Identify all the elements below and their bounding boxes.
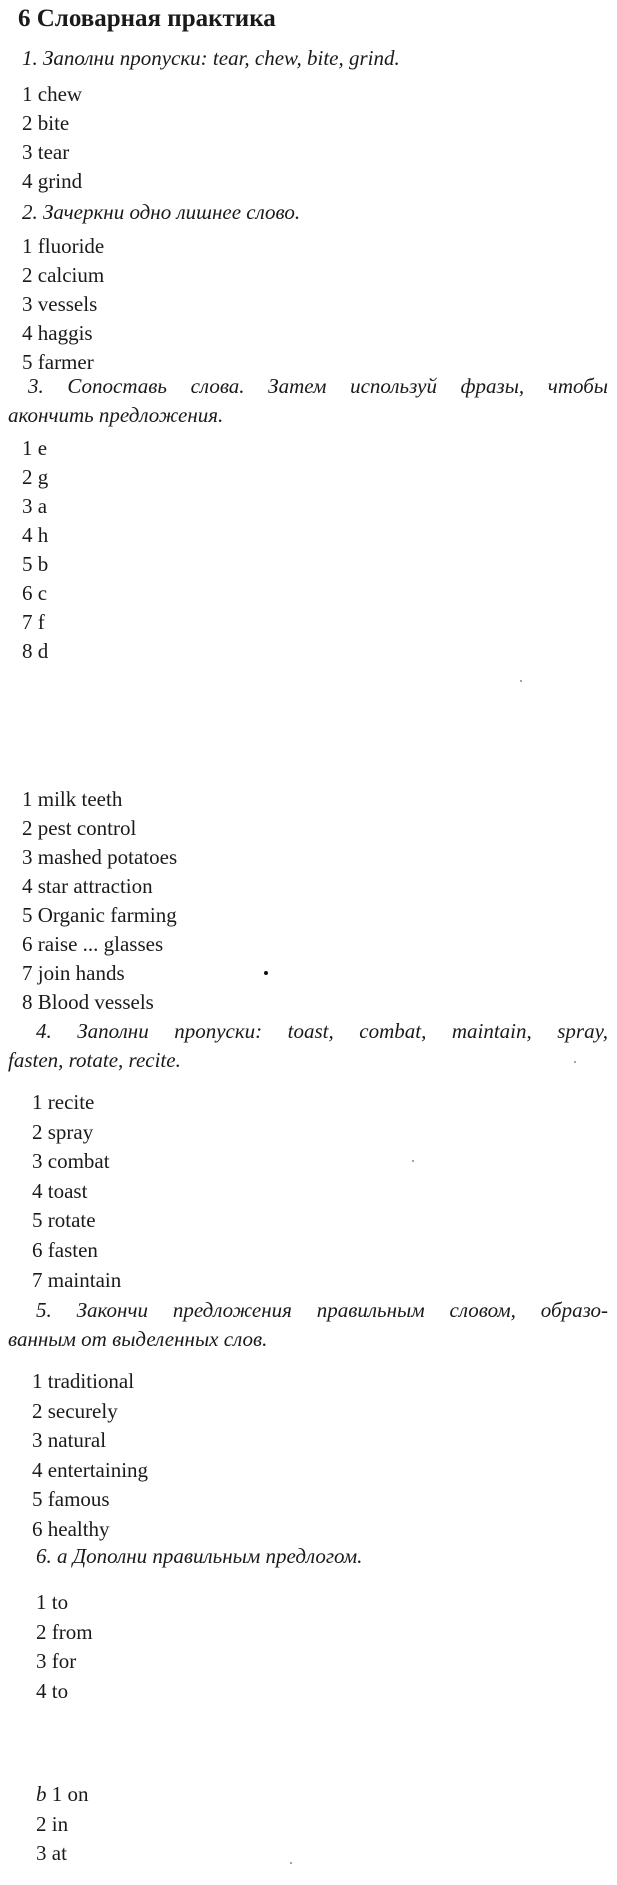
answer-item: 3 for bbox=[36, 1649, 77, 1674]
match-item: 1 e bbox=[22, 436, 48, 460]
match-item: 6 c bbox=[22, 581, 48, 605]
exercise-3-phrases bbox=[22, 785, 177, 1017]
part-b-marker: b bbox=[36, 1782, 47, 1806]
answer-item: 3 tear bbox=[22, 140, 70, 164]
phrase-item: 6 raise ... glasses bbox=[22, 932, 164, 956]
answer-item: 2 from bbox=[36, 1619, 93, 1644]
answer-item: 2 in bbox=[36, 1811, 69, 1836]
exercise-6-part-b-answers bbox=[36, 1780, 89, 1869]
answer-item: 5 farmer bbox=[22, 350, 94, 374]
answer-item: 1 to bbox=[36, 1590, 69, 1614]
instruction-line: акончить предложения. bbox=[8, 403, 224, 427]
answer-item: 2 spray bbox=[32, 1119, 94, 1144]
exercise-4-instruction bbox=[8, 1017, 608, 1075]
answer-item: 4 haggis bbox=[22, 321, 93, 345]
scan-speck bbox=[574, 1061, 576, 1063]
answer-item: 4 entertaining bbox=[32, 1457, 149, 1482]
phrase-item: 2 pest control bbox=[22, 816, 137, 840]
exercise-3-matches bbox=[22, 434, 48, 666]
answer-item: 1 traditional bbox=[32, 1369, 135, 1393]
instruction-line: 5. Закончи предложения правильным словом, образо- bbox=[36, 1298, 608, 1322]
match-item: 5 b bbox=[22, 552, 49, 576]
answer-item: 6 fasten bbox=[32, 1237, 98, 1262]
match-item: 3 a bbox=[22, 494, 48, 518]
answer-item: 4 to bbox=[36, 1678, 69, 1703]
answer-item: 3 vessels bbox=[22, 292, 98, 316]
answer-item: 3 combat bbox=[32, 1149, 110, 1174]
exercise-4-answers bbox=[32, 1088, 121, 1295]
page-title: 6 Словарная практика bbox=[18, 5, 276, 32]
answer-item: 3 natural bbox=[32, 1428, 107, 1453]
scan-speck bbox=[290, 1862, 292, 1864]
phrase-item: 3 mashed potatoes bbox=[22, 845, 178, 869]
answer-item: 2 securely bbox=[32, 1398, 118, 1423]
answer-item: 1 fluoride bbox=[22, 234, 105, 258]
match-item: 2 g bbox=[22, 465, 49, 489]
exercise-5-answers bbox=[32, 1367, 148, 1545]
answer-item: 2 bite bbox=[22, 111, 70, 135]
scan-speck bbox=[412, 1160, 414, 1162]
phrase-item: 4 star attraction bbox=[22, 874, 153, 898]
match-item: 8 d bbox=[22, 639, 49, 663]
answer-item: 1 recite bbox=[32, 1090, 95, 1114]
phrase-item: 8 Blood vessels bbox=[22, 990, 154, 1014]
phrase-item: 1 milk teeth bbox=[22, 787, 123, 811]
match-item: 7 f bbox=[22, 610, 45, 634]
match-item: 4 h bbox=[22, 523, 49, 547]
answer-item: 4 grind bbox=[22, 169, 83, 193]
exercise-6-instruction: 6. a Дополни правильным предлогом. bbox=[36, 1544, 363, 1568]
answer-item: 4 toast bbox=[32, 1178, 88, 1203]
phrase-item: 5 Organic farming bbox=[22, 903, 177, 927]
answer-item: 5 rotate bbox=[32, 1208, 96, 1233]
exercise-2-answers bbox=[22, 232, 104, 377]
scan-speck bbox=[520, 680, 522, 682]
answer-item: 6 healthy bbox=[32, 1516, 110, 1541]
exercise-2-instruction: 2. Зачеркни одно лишнее слово. bbox=[22, 200, 301, 224]
answer-item: 5 famous bbox=[32, 1487, 110, 1512]
scan-speck bbox=[264, 971, 268, 975]
instruction-line: fasten, rotate, recite. bbox=[8, 1048, 181, 1072]
answer-item: 2 calcium bbox=[22, 263, 105, 287]
answer-item: 3 at bbox=[36, 1841, 67, 1866]
exercise-5-instruction bbox=[8, 1296, 608, 1354]
exercise-1-answers bbox=[22, 80, 82, 196]
exercise-1-instruction: 1. Заполни пропуски: tear, chew, bite, grind. bbox=[22, 46, 400, 70]
instruction-line: 3. Сопоставь слова. Затем используй фразы, чтобы bbox=[28, 374, 608, 398]
answer-item: 7 maintain bbox=[32, 1267, 122, 1292]
instruction-line: 4. Заполни пропуски: toast, combat, maintain, spray, bbox=[36, 1019, 608, 1043]
exercise-3-instruction bbox=[8, 372, 608, 430]
answer-item bbox=[36, 1780, 89, 1810]
instruction-line: ванным от выделенных слов. bbox=[8, 1327, 268, 1351]
phrase-item: 7 join hands bbox=[22, 961, 125, 985]
answer-text: 1 on bbox=[51, 1782, 89, 1806]
answer-item: 1 chew bbox=[22, 82, 83, 106]
exercise-6-part-a-answers bbox=[36, 1588, 93, 1706]
